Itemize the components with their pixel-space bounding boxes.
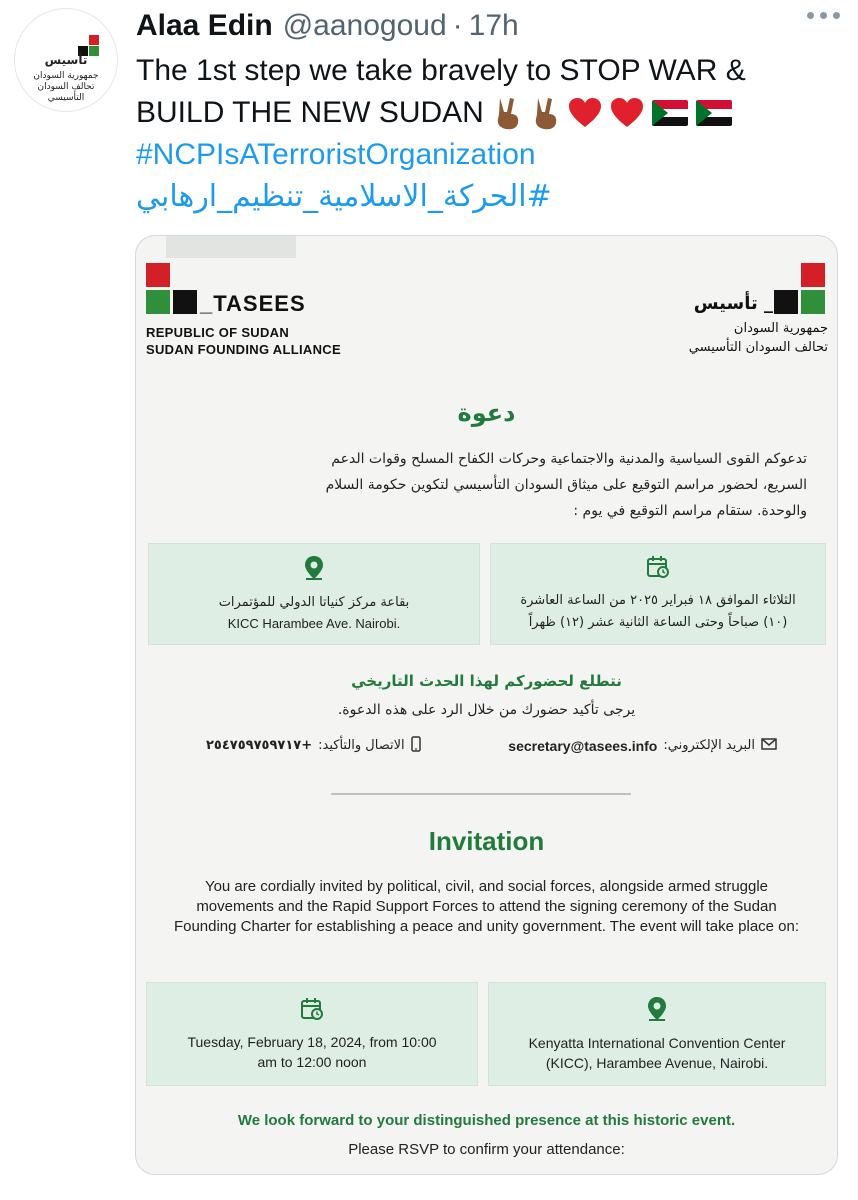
tweet-line-1: The 1st step we take bravely to STOP WAR &	[136, 54, 746, 87]
logo-ar-line1: جمهورية السودان	[733, 321, 828, 336]
calendar-icon	[300, 997, 324, 1026]
avatar-line2: تحالف السودان التأسيسي	[37, 82, 95, 103]
display-name[interactable]: Alaa Edin	[136, 9, 273, 42]
timestamp[interactable]: 17h	[468, 9, 519, 42]
victory-hand-icon	[492, 96, 522, 130]
sudan-flag-icon	[652, 100, 688, 126]
ar-venue-line1: بقاعة مركز كنياتا الدولي للمؤتمرات	[218, 594, 410, 610]
more-options-icon[interactable]	[807, 12, 840, 19]
ar-venue-line2: KICC Harambee Ave. Nairobi.	[227, 615, 401, 631]
english-paragraph: You are cordially invited by political, civil, and social forces, alongside armed struggle movements and the Rapid Support Forces to attend the signing ceremony of the Sudan Founding Charter for establishing a peace and unity government. The event will take place on:	[173, 878, 800, 935]
mail-icon	[761, 738, 777, 753]
en-venue-line1: Kenyatta International Convention Center	[528, 1034, 786, 1051]
ar-rsvp: يرجى تأكيد حضورك من خلال الرد على هذه الدعوة.	[337, 702, 636, 718]
en-venue-box	[488, 982, 826, 1086]
ar-date-box	[490, 543, 826, 645]
calendar-icon	[646, 555, 670, 584]
en-date-line2: am to 12:00 noon	[257, 1053, 367, 1070]
page-bottom	[0, 1176, 858, 1200]
ar-date-line1: الثلاثاء الموافق ١٨ فبراير ٢٠٢٥ من الساعة العاشرة	[520, 592, 796, 608]
ar-look-forward: نتطلع لحضوركم لهذا الحدث التاريخي	[351, 672, 622, 690]
logo-en-line1: REPUBLIC OF SUDAN	[146, 325, 290, 340]
section-divider	[331, 793, 631, 795]
logo-en	[146, 263, 346, 357]
user-handle[interactable]: @aanogoud	[282, 9, 447, 42]
phone-number[interactable]: +٢٥٤٧٥٩٧٥٩٧١٧	[206, 738, 313, 753]
english-title: Invitation	[428, 826, 545, 856]
ar-contact-row	[206, 736, 777, 755]
attached-image[interactable]	[135, 235, 838, 1175]
location-pin-icon	[303, 555, 325, 586]
logo-en-word: _TASEES	[200, 291, 306, 316]
location-pin-icon	[646, 996, 668, 1027]
tweet-text	[136, 50, 836, 218]
logo-ar-line2: تحالف السودان التأسيسي	[688, 340, 828, 355]
en-rsvp: Please RSVP to confirm your attendance:	[348, 1141, 625, 1158]
faded-header-strip	[166, 236, 296, 258]
red-heart-icon	[610, 97, 644, 129]
separator: ·	[452, 9, 463, 42]
logo-ar-word: _ تأسيس	[693, 293, 773, 314]
red-heart-icon	[568, 97, 602, 129]
victory-hand-icon	[530, 96, 560, 130]
sudan-flag-icon	[696, 100, 732, 126]
avatar-line1: جمهورية السودان	[33, 71, 99, 81]
arabic-title: دعوة	[457, 399, 516, 427]
hashtag-ar[interactable]: #الحركة_الاسلامية_تنظيم_ارهابي	[136, 179, 552, 214]
tweet-header	[136, 6, 838, 46]
ar-date-line2: (١٠) صباحاً وحتى الساعة الثانية عشر (١٢) ظهراً	[528, 614, 788, 630]
email-contact	[508, 738, 777, 754]
email-address[interactable]: secretary@tasees.info	[508, 737, 658, 754]
tweet-line-2	[136, 92, 836, 134]
logo-en-line2: SUDAN FOUNDING ALLIANCE	[146, 342, 341, 357]
avatar-name: تأسيس	[44, 53, 88, 67]
en-date-box	[146, 982, 478, 1086]
email-label: البريد الإلكتروني:	[663, 738, 755, 753]
author-avatar[interactable]	[14, 8, 118, 112]
en-look-forward: We look forward to your distinguished presence at this historic event.	[237, 1112, 736, 1129]
phone-contact	[206, 736, 421, 755]
en-venue-line2: (KICC), Harambee Avenue, Nairobi.	[545, 1054, 769, 1071]
logo-ar	[646, 263, 828, 363]
phone-icon	[411, 736, 421, 755]
tweet-line-2-text: BUILD THE NEW SUDAN	[136, 96, 484, 129]
arabic-paragraph: تدعوكم القوى السياسية والمدنية والاجتماعية وحركات الكفاح المسلح وقوات الدعم السريع، لحضور مراسم التوقيع على ميثاق السودان التأسيسي لتكوين حكومة السلام والوحدة. ستقام مراسم التوقيع في يوم :	[325, 451, 807, 519]
en-date-line1: Tuesday, February 18, 2024, from 10:00	[187, 1033, 437, 1050]
hashtag-en[interactable]: #NCPIsATerroristOrganization	[136, 138, 536, 171]
phone-label: الاتصال والتأكيد:	[318, 738, 405, 753]
ar-venue-box	[148, 543, 480, 645]
